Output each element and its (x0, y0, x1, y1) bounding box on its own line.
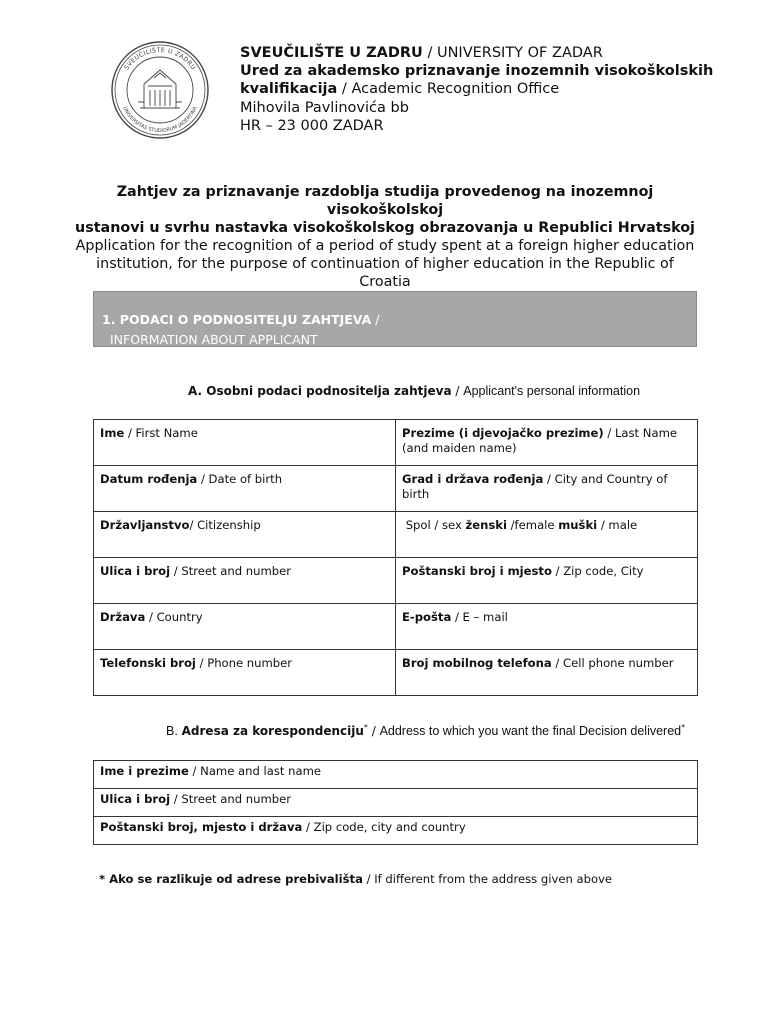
title-en-line1: Application for the recognition of a period of study spent at a foreign higher education (75, 238, 695, 254)
section-header-applicant: 1. PODACI O PODNOSITELJU ZAHTJEVA / INFORMATION ABOUT APPLICANT (93, 291, 697, 347)
institution-address: SVEUČILIŠTE U ZADRU / UNIVERSITY OF ZADAR Ured za akademsko priznavanje inozemnih visokoškolskih kvalifikacija / Academic Recognition Office Mihovila Pavlinovića bb HR – 23 000 ZADAR (240, 45, 714, 134)
street-address: Mihovila Pavlinovića bb (240, 99, 409, 116)
sex-male-option[interactable]: muški (558, 518, 598, 532)
office-name-en: Academic Recognition Office (351, 81, 560, 98)
first-name-field[interactable]: Ime / First Name (94, 420, 396, 466)
table-row (94, 512, 698, 558)
form-title (60, 183, 710, 291)
title-en-line2: institution, for the purpose of continuation of higher education in the Republic of (96, 256, 674, 272)
subsection-a-heading: A. Osobni podaci podnositelja zahtjeva / Applicant's personal information (188, 384, 641, 398)
section-label-en: INFORMATION ABOUT APPLICANT (110, 332, 318, 347)
mobile-phone-field[interactable]: Broj mobilnog telefona / Cell phone number (396, 650, 698, 696)
university-name-en: UNIVERSITY OF ZADAR (436, 45, 603, 61)
table-row (94, 761, 698, 789)
title-hr-line1: Zahtjev za priznavanje razdoblja studija provedenog na inozemnoj visokoškolskoj (116, 184, 654, 218)
street-field[interactable]: Ulica i broj / Street and number (94, 558, 396, 604)
subsection-b-label-en: Address to which you want the final Decision delivered (379, 724, 682, 738)
city-address: HR – 23 000 ZADAR (240, 117, 384, 134)
phone-field[interactable]: Telefonski broj / Phone number (94, 650, 396, 696)
date-of-birth-field[interactable]: Datum rođenja / Date of birth (94, 466, 396, 512)
table-row (94, 604, 698, 650)
subsection-b-heading: B. Adresa za korespondenciju* / Address to which you want the final Decision delivered* (166, 723, 686, 738)
office-name-cont: kvalifikacija (240, 81, 338, 98)
email-field[interactable]: E-pošta / E – mail (396, 604, 698, 650)
table-row (94, 650, 698, 696)
table-row (94, 420, 698, 466)
footnote: * Ako se razlikuje od adrese prebivališta / If different from the address given above (99, 872, 613, 886)
office-name: Ured za akademsko priznavanje inozemnih visokoškolskih (240, 63, 714, 80)
last-name-field[interactable]: Prezime (i djevojačko prezime) / Last Name (and maiden name) (396, 420, 698, 466)
subsection-a-label-en: Applicant's personal information (463, 384, 641, 398)
correspondence-street-field[interactable]: Ulica i broj / Street and number (94, 789, 698, 817)
section-label-hr: 1. PODACI O PODNOSITELJU ZAHTJEVA (102, 312, 372, 327)
subsection-a-label-hr: A. Osobni podaci podnositelja zahtjeva (188, 384, 452, 398)
svg-text:UNIVERSITAS STUDIORUM JADERTIN: UNIVERSITAS STUDIORUM JADERTINA (121, 105, 199, 135)
title-hr-line2: ustanovi u svrhu nastavka visokoškolskog obrazovanja u Republici Hrvatskoj (75, 220, 695, 236)
title-en-line3: Croatia (359, 274, 411, 290)
correspondence-zip-field[interactable]: Poštanski broj, mjesto i država / Zip code, city and country (94, 817, 698, 845)
full-name-field[interactable]: Ime i prezime / Name and last name (94, 761, 698, 789)
sex-field[interactable]: Spol / sex ženski /female muški / male (396, 512, 698, 558)
sex-female-option[interactable]: ženski (465, 518, 507, 532)
correspondence-address-table (93, 760, 698, 845)
table-row (94, 558, 698, 604)
subsection-b-label-hr: Adresa za korespondenciju (181, 724, 364, 738)
personal-info-table (93, 419, 698, 696)
zip-city-field[interactable]: Poštanski broj i mjesto / Zip code, City (396, 558, 698, 604)
svg-text:SVEUČILIŠTE U ZADRU: SVEUČILIŠTE U ZADRU (123, 46, 197, 72)
table-row (94, 789, 698, 817)
country-field[interactable]: Država / Country (94, 604, 396, 650)
citizenship-field[interactable]: Državljanstvo/ Citizenship (94, 512, 396, 558)
university-seal-logo (110, 40, 210, 140)
table-row (94, 466, 698, 512)
university-name: SVEUČILIŠTE U ZADRU (240, 45, 423, 61)
table-row (94, 817, 698, 845)
birthplace-field[interactable]: Grad i država rođenja / City and Country of birth (396, 466, 698, 512)
